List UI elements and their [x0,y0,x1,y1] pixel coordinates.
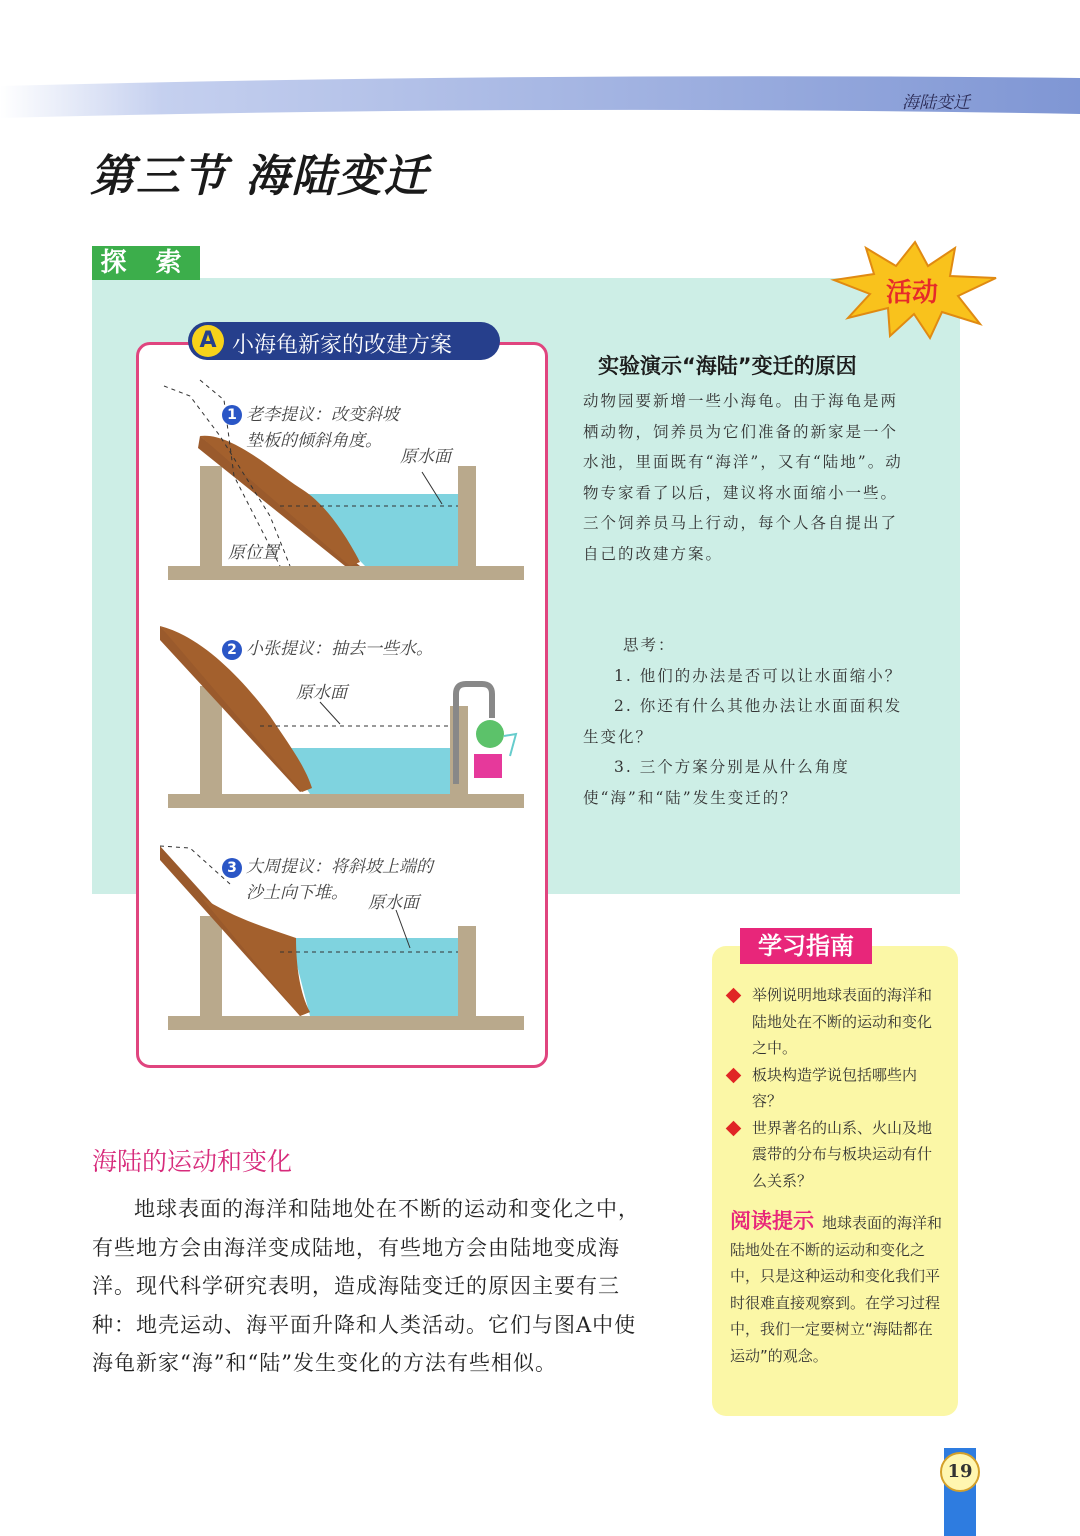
think-section [583,630,908,813]
section-title: 第三节 海陆变迁 [90,151,430,202]
experiment-title: 实验演示“海陆”变迁的原因 [598,354,857,378]
study-guide-tab: 学习指南 [740,928,872,964]
diamond-bullet-icon [726,1067,742,1083]
guide-item [724,1062,946,1115]
scene-1-number: 1 [222,405,242,425]
scene-3-note-line1: 大周提议：将斜坡上端的 [246,857,433,877]
experiment-body: 动物园要新增一些小海龟。由于海龟是两栖动物，饲养员为它们准备的新家是一个水池，里面既有“海洋”，又有“陆地”。动物专家看了以后，建议将水面缩小一些。三个饲养员马上行动，每个人各自提出了自己的改建方案。 [583,392,903,563]
diagram-title: 小海龟新家的改建方案 [232,333,453,358]
guide-item [724,982,946,1062]
scene-3-number: 3 [222,858,242,878]
reading-tip [730,1208,946,1369]
scene-1-original-position-label: 原位置 [228,543,279,563]
scene-1-note-line1: 老李提议：改变斜坡 [246,405,399,425]
scene-2-number: 2 [222,640,242,660]
explore-tab: 探 索 [92,246,200,280]
page-number: 19 [940,1452,980,1492]
scene-1-water-label: 原水面 [400,447,451,467]
scene-3-water-label: 原水面 [368,893,419,913]
diamond-bullet-icon [726,1120,742,1136]
reading-tip-text: 地球表面的海洋和陆地处在不断的运动和变化之中，只是这种运动和变化我们平时很难直接观察到。在学习过程中，我们一定要树立“海陆都在运动”的观念。 [730,1214,943,1365]
guide-item-text: 世界著名的山系、火山及地震带的分布与板块运动有什么关系？ [752,1118,933,1190]
scene-2-note-line1: 小张提议：抽去一些水。 [246,639,433,659]
diamond-bullet-icon [726,988,742,1004]
scene-2-water-label: 原水面 [296,683,347,703]
think-question-3: 3. 三个方案分别是从什么角度使“海”和“陆”发生变迁的？ [583,758,850,807]
guide-item [724,1115,946,1195]
study-guide-list [724,982,946,1194]
think-label: 思考： [623,636,676,654]
think-question-1: 1. 他们的办法是否可以让水面缩小？ [614,666,903,685]
scene-1-note-line2: 垫板的倾斜角度。 [246,431,382,451]
think-question-2: 2. 你还有什么其他办法让水面面积发生变化？ [583,697,903,746]
guide-item-text: 举例说明地球表面的海洋和陆地处在不断的运动和变化之中。 [752,986,933,1057]
diagram-letter-badge: A [192,325,224,357]
subsection-heading: 海陆的运动和变化 [92,1147,293,1176]
running-head: 海陆变迁 [902,93,970,113]
guide-item-text: 板块构造学说包括哪些内容？ [752,1065,918,1110]
scene-3-note-line2: 沙土向下堆。 [246,883,348,903]
reading-tip-label: 阅读提示 [730,1209,814,1233]
body-paragraph: 地球表面的海洋和陆地处在不断的运动和变化之中，有些地方会由海洋变成陆地，有些地方会由陆地变成海洋。现代科学研究表明，造成海陆变迁的原因主要有三种：地壳运动、海平面升降和人类活动。它们与图A中使海龟新家“海”和“陆”发生变化的方法有些相似。 [92,1197,640,1375]
activity-badge: 活动 [885,278,938,308]
